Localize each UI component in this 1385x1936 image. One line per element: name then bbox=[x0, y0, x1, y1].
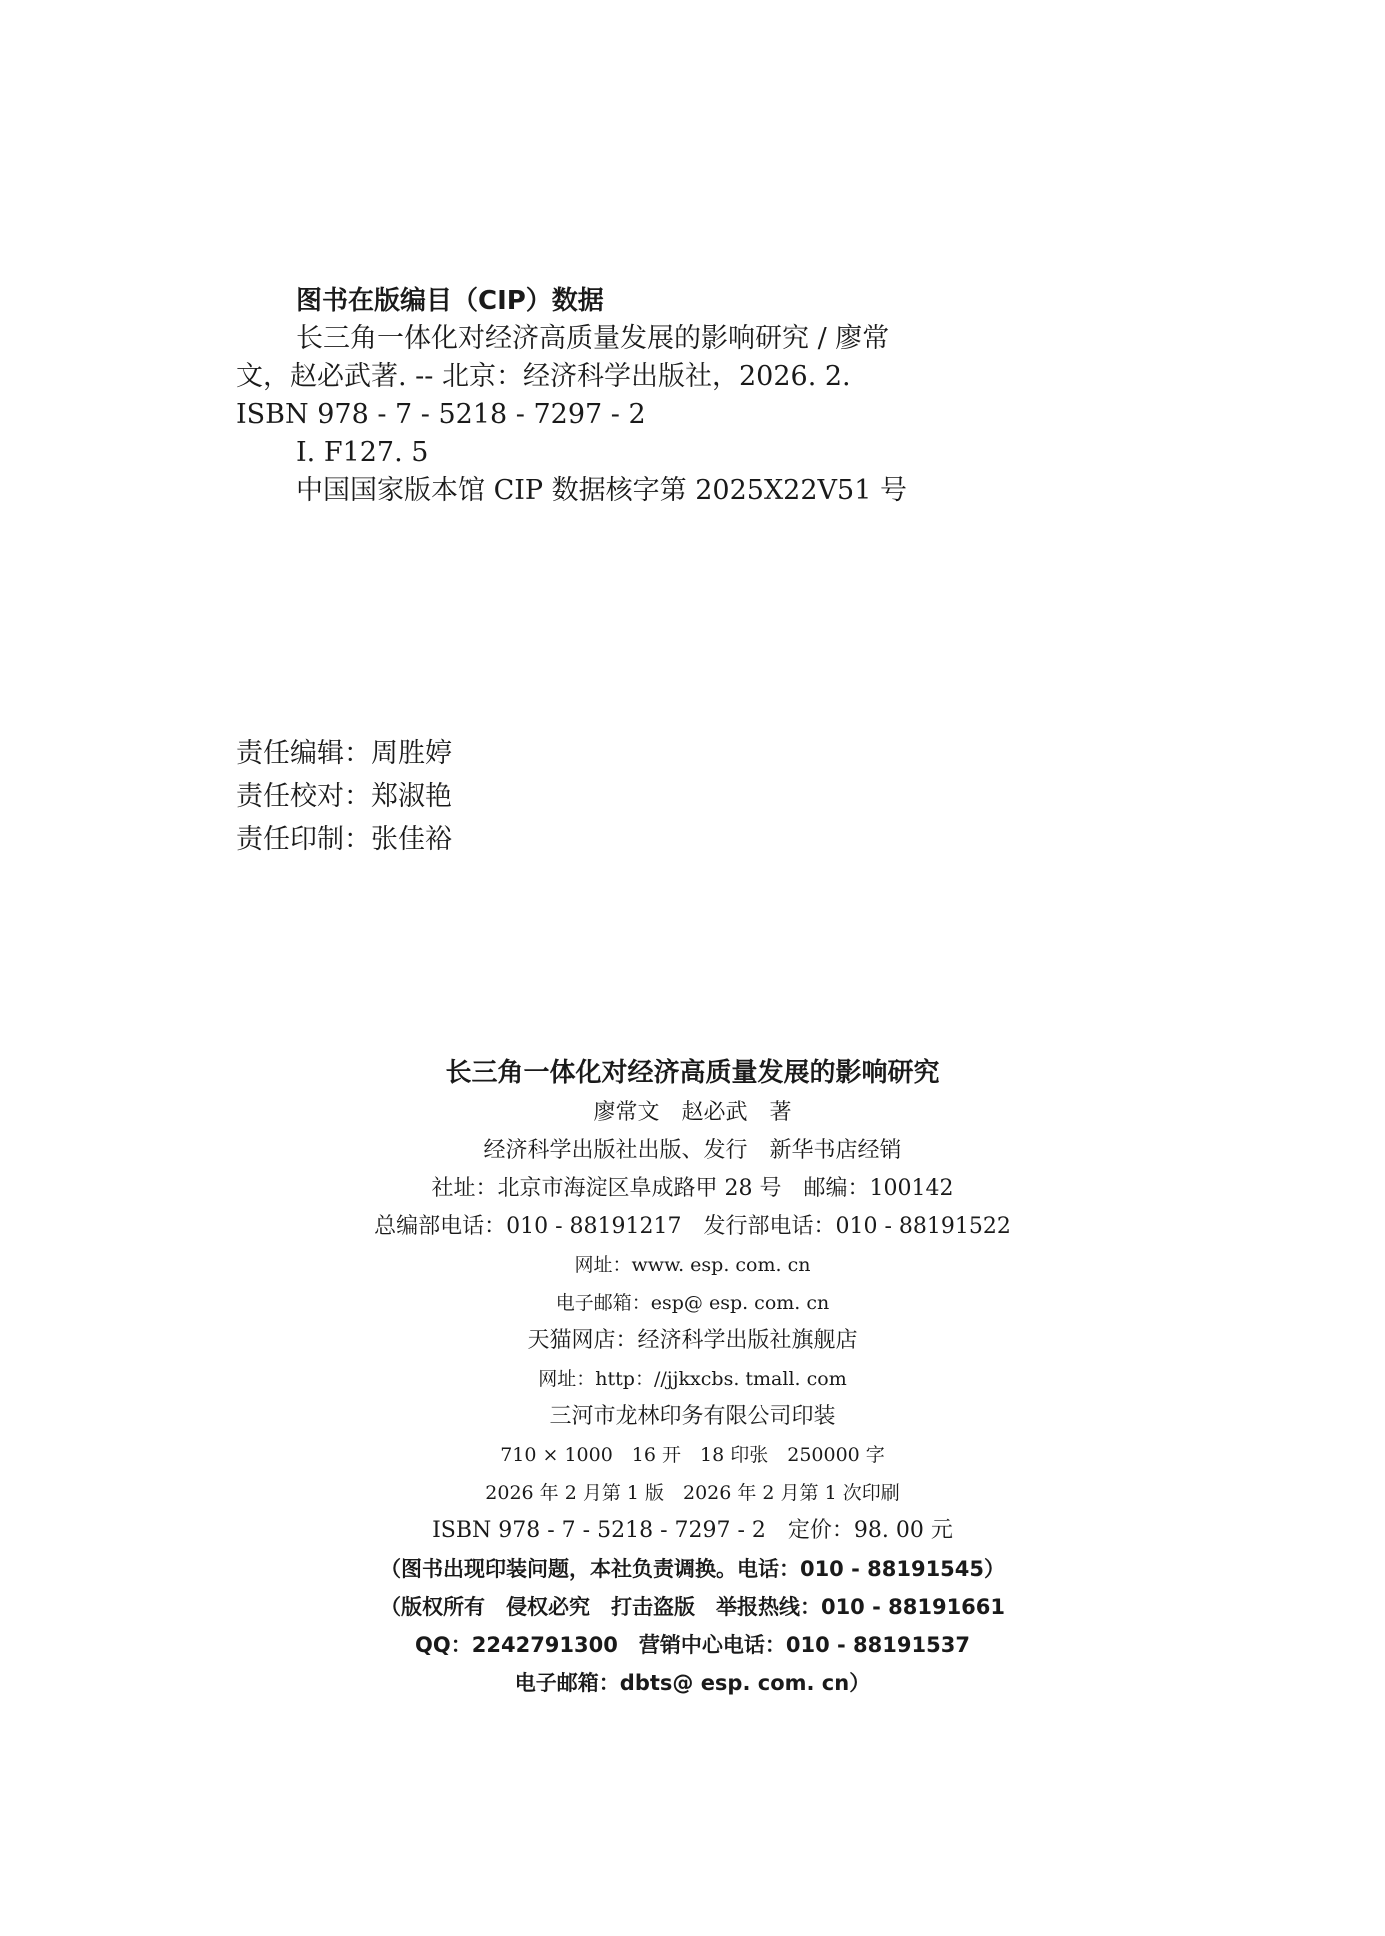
staff-proofreader: 责任校对：郑淑艳 bbox=[236, 781, 452, 812]
colophon-notice-email: 电子邮箱：dbts@ esp. com. cn） bbox=[514, 1671, 871, 1695]
cip-heading: 图书在版编目（CIP）数据 bbox=[296, 286, 604, 316]
colophon-notice-copyright: （版权所有 侵权必究 打击盗版 举报热线：010 - 88191661 bbox=[379, 1595, 1006, 1619]
colophon-authors: 廖常文 赵必武 著 bbox=[593, 1100, 792, 1125]
colophon-tmall-url: 网址：http：//jjkxcbs. tmall. com bbox=[538, 1368, 847, 1390]
colophon-block bbox=[0, 1052, 1385, 1702]
colophon-notice-qq: QQ：2242791300 营销中心电话：010 - 88191537 bbox=[415, 1633, 970, 1657]
cip-class-line: Ⅰ. F127. 5 bbox=[296, 437, 429, 468]
colophon-email: 电子邮箱：esp@ esp. com. cn bbox=[555, 1292, 830, 1314]
colophon-phones: 总编部电话：010 - 88191217 发行部电话：010 - 88191522 bbox=[374, 1214, 1011, 1239]
colophon-address: 社址：北京市海淀区阜成路甲 28 号 邮编：100142 bbox=[431, 1176, 954, 1201]
staff-block bbox=[236, 732, 452, 861]
colophon-isbn-price: ISBN 978 - 7 - 5218 - 7297 - 2 定价：98. 00 元 bbox=[432, 1518, 953, 1543]
cip-author-line: 文，赵必武著. -- 北京：经济科学出版社，2026. 2. bbox=[236, 361, 851, 392]
colophon-title: 长三角一体化对经济高质量发展的影响研究 bbox=[445, 1058, 940, 1088]
colophon-publisher: 经济科学出版社出版、发行 新华书店经销 bbox=[483, 1138, 902, 1163]
colophon-specs: 710 × 1000 16 开 18 印张 250000 字 bbox=[500, 1444, 885, 1466]
colophon-website: 网址：www. esp. com. cn bbox=[574, 1254, 811, 1276]
cip-block bbox=[236, 282, 996, 510]
cip-title-line: 长三角一体化对经济高质量发展的影响研究 / 廖常 bbox=[296, 323, 890, 354]
cip-record-line: 中国国家版本馆 CIP 数据核字第 2025X22V51 号 bbox=[296, 475, 907, 506]
colophon-notice-print: （图书出现印装问题，本社负责调换。电话：010 - 88191545） bbox=[379, 1557, 1006, 1581]
colophon-printer: 三河市龙林印务有限公司印装 bbox=[549, 1404, 836, 1429]
colophon-edition: 2026 年 2 月第 1 版 2026 年 2 月第 1 次印刷 bbox=[485, 1482, 900, 1504]
colophon-tmall: 天猫网店：经济科学出版社旗舰店 bbox=[527, 1328, 858, 1353]
staff-printing: 责任印制：张佳裕 bbox=[236, 824, 452, 855]
cip-isbn-line: ISBN 978 - 7 - 5218 - 7297 - 2 bbox=[236, 399, 646, 430]
staff-editor: 责任编辑：周胜婷 bbox=[236, 738, 452, 769]
